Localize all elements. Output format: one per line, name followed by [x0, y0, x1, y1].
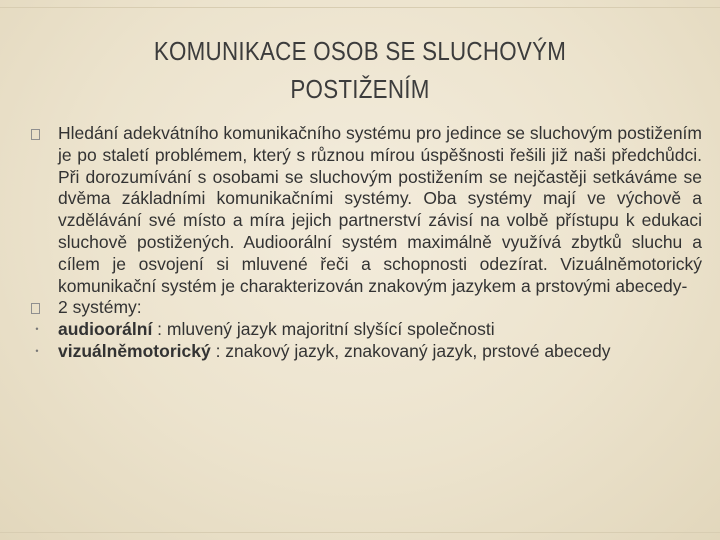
bullet-text-2: 2 systémy: — [58, 297, 142, 318]
bullet-list — [30, 123, 702, 363]
title-line-2: POSTIŽENÍM — [290, 74, 430, 104]
bullet-text-4: : znakový jazyk, znakovaný jazyk, prstové abecedy — [210, 340, 611, 361]
bullet-text-3: : mluvený jazyk majoritní slyšící společnosti — [152, 319, 495, 340]
top-rule — [0, 7, 720, 8]
square-bullet-icon — [31, 303, 40, 314]
dot-bullet-icon: • — [35, 345, 39, 356]
dot-bullet-icon: • — [35, 324, 39, 335]
bottom-rule — [0, 532, 720, 533]
bullet-item-2 — [30, 297, 702, 319]
bullet-item-1 — [30, 123, 702, 297]
bullet-text-1: Hledání adekvátního komunikačního systému pro jedince se sluchovým postižením je po staletí problémem, který s různou mírou úspěšnosti řešili již naši předchůdci. Při dorozumívání s osobami se sluchovým postižením se nejčastěji setkáváme se dvěma základními komunikačními systémy. Oba systémy mají ve výchově a vzdělávání své místo a míra jejich partnerství závisí na volbě přístupu k edukaci sluchově postižených. Audioorální systém maximálně využívá zbytků sluchu a cílem je osvojení si mluvené řeči a schopnosti odezírat. Vizuálněmotorický komunikační systém je charakterizován znakovým jazykem a prstovými abecedy- — [58, 123, 702, 296]
slide-title — [102, 32, 618, 108]
bullet-item-4 — [30, 341, 702, 363]
bullet-item-3 — [30, 319, 702, 341]
bullet-term-3: audioorální — [58, 319, 153, 340]
square-bullet-icon — [31, 129, 40, 140]
title-line-1: KOMUNIKACE OSOB SE SLUCHOVÝM — [153, 36, 567, 66]
bullet-term-4: vizuálněmotorický — [58, 340, 211, 361]
